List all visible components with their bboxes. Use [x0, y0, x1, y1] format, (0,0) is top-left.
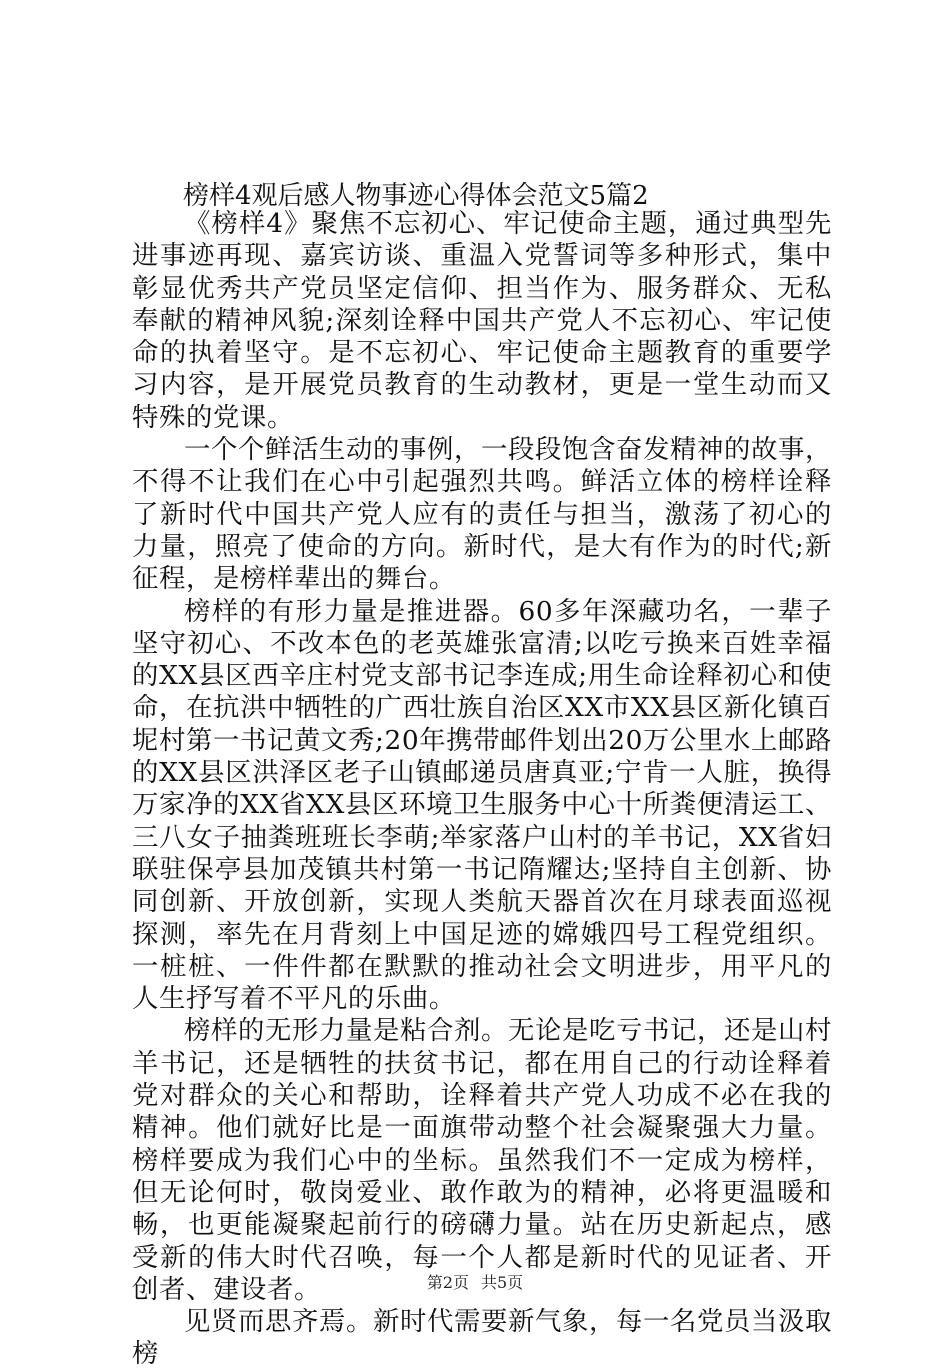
- page-number: 第2页: [426, 1273, 469, 1292]
- page-footer: [0, 1272, 950, 1294]
- paragraph-closing: 见贤而思齐焉。新时代需要新气象，每一名党员当汲取榜: [132, 1306, 832, 1370]
- paragraph-resonance: 一个个鲜活生动的事例，一段段饱含奋发精神的故事，不得不让我们在心中引起强烈共鸣。鲜活立体的榜样诠释了新时代中国共产党人应有的责任与担当，激荡了初心的力量，照亮了使命的方向。新时代，是大有作为的时代;新征程，是榜样辈出的舞台。: [132, 434, 832, 595]
- document-body: [132, 208, 832, 1371]
- document-title: 榜样4观后感人物事迹心得体会范文5篇2: [183, 181, 649, 211]
- paragraph-tangible-power: 榜样的有形力量是推进器。60多年深藏功名，一辈子坚守初心、不改本色的老英雄张富清;以吃亏换来百姓幸福的XX县区西辛庄村党支部书记李连成;用生命诠释初心和使命，在抗洪中牺牲的广西壮族自治区XX市XX县区新化镇百坭村第一书记黄文秀;20年携带邮件划出20万公里水上邮路的XX县区洪泽区老子山镇邮递员唐真亚;宁肯一人脏，换得万家净的XX省XX县区环境卫生服务中心十所粪便清运工、三八女子抽粪班班长李萌;举家落户山村的羊书记，XX省妇联驻保亭县加茂镇共村第一书记隋耀达;坚持自主创新、协同创新、开放创新，实现人类航天器首次在月球表面巡视探测，率先在月背刻上中国足迹的嫦娥四号工程党组织。一桩桩、一件件都在默默的推动社会文明进步，用平凡的人生抒写着不平凡的乐曲。: [132, 595, 832, 1015]
- page-total: 共5页: [481, 1273, 524, 1292]
- paragraph-intangible-power: 榜样的无形力量是粘合剂。无论是吃亏书记，还是山村羊书记，还是牺牲的扶贫书记，都在用自己的行动诠释着党对群众的关心和帮助，诠释着共产党人功成不必在我的精神。他们就好比是一面旗带动整个社会凝聚强大力量。榜样要成为我们心中的坐标。虽然我们不一定成为榜样，但无论何时，敬岗爱业、敢作敢为的精神，必将更温暖和畅，也更能凝聚起前行的磅礴力量。站在历史新起点，感受新的伟大时代召唤，每一个人都是新时代的见证者、开创者、建设者。: [132, 1015, 832, 1305]
- paragraph-intro: 《榜样4》聚焦不忘初心、牢记使命主题，通过典型先进事迹再现、嘉宾访谈、重温入党誓词等多种形式，集中彰显优秀共产党员坚定信仰、担当作为、服务群众、无私奉献的精神风貌;深刻诠释中国共产党人不忘初心、牢记使命的执着坚守。是不忘初心、牢记使命主题教育的重要学习内容，是开展党员教育的生动教材，更是一堂生动而又特殊的党课。: [132, 208, 832, 433]
